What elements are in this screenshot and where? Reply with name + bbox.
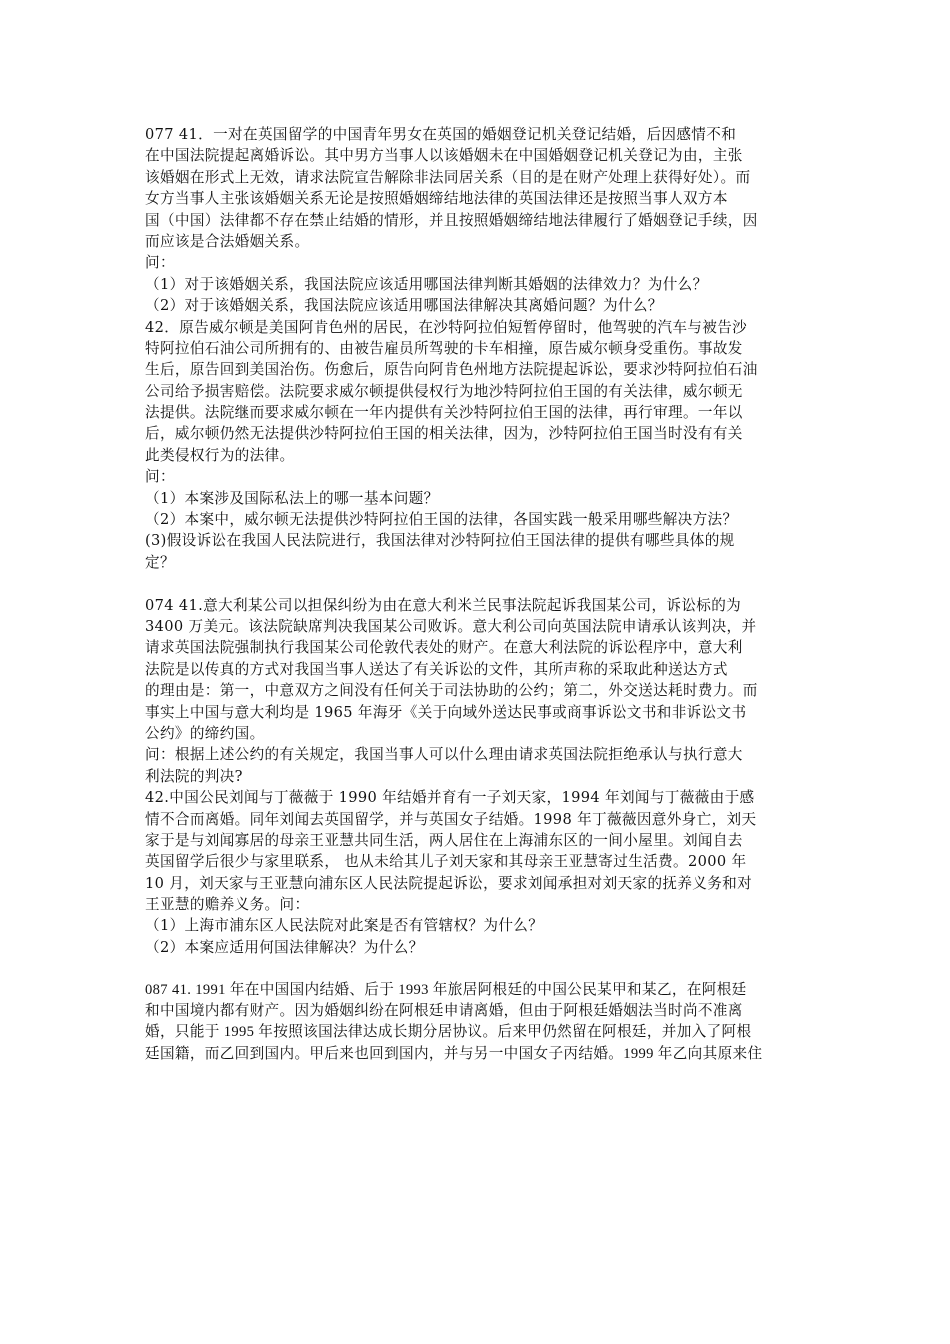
text-line: 请求英国法院强制执行我国某公司伦敦代表处的财产。在意大利法院的诉讼程序中，意大利 bbox=[145, 639, 743, 657]
text-line: 问：根据上述公约的有关规定，我国当事人可以什么理由请求英国法院拒绝承认与执行意大 bbox=[145, 746, 743, 764]
text-line: 法提供。法院继而要求威尔顿在一年内提供有关沙特阿拉伯王国的法律，再行审理。一年以 bbox=[145, 404, 743, 422]
text-line: 3400 万美元。该法院缺席判决我国某公司败诉。意大利公司向英国法院申请承认该判决，并 bbox=[145, 617, 757, 635]
text-line: 生后，原告回到美国治伤。伤愈后，原告向阿肯色州地方法院提起诉讼，要求沙特阿拉伯石油 bbox=[145, 361, 758, 379]
text-line: 087 41. 1991 年在中国国内结婚、后于 1993 年旅居阿根廷的中国公民某甲和某乙，在阿根廷 bbox=[145, 981, 747, 998]
section-spacer bbox=[145, 573, 817, 594]
text-line: 国（中国）法律都不存在禁止结婚的情形，并且按照婚姻缔结地法律履行了婚姻登记手续，因 bbox=[145, 211, 758, 229]
question-087-41 bbox=[145, 980, 817, 1066]
text-line: （2）本案中，威尔顿无法提供沙特阿拉伯王国的法律，各国实践一般采用哪些解决方法？ bbox=[145, 511, 738, 529]
text-line: （1）上海市浦东区人民法院对此案是否有管辖权？为什么？ bbox=[145, 917, 544, 935]
text-line: 公约》的缔约国。 bbox=[145, 724, 265, 742]
text-line: 利法院的判决? bbox=[145, 767, 243, 785]
text-line: 婚，只能于 1995 年按照该国法律达成长期分居协议。后来甲仍然留在阿根廷，并加入了阿根 bbox=[145, 1024, 752, 1041]
text-line: 女方当事人主张该婚姻关系无论是按照婚姻缔结地法律的英国法律还是按照当事人双方本 bbox=[145, 190, 728, 208]
text-line: 074 41.意大利某公司以担保纠纷为由在意大利米兰民事法院起诉我国某公司，诉讼标的为 bbox=[145, 596, 742, 614]
document-page bbox=[145, 124, 817, 1065]
text-line: 后，威尔顿仍然无法提供沙特阿拉伯王国的相关法律，因为，沙特阿拉伯王国当时没有有关 bbox=[145, 425, 743, 443]
question-077-41 bbox=[145, 124, 817, 317]
text-line: 事实上中国与意大利均是 1965 年海牙《关于向域外送达民事或商事诉讼文书和非诉讼文书 bbox=[145, 703, 747, 721]
text-line: 英国留学后很少与家里联系， 也从未给其儿子刘天家和其母亲王亚慧寄过生活费。2000 年 bbox=[145, 853, 747, 871]
text-line: 特阿拉伯石油公司所拥有的、由被告雇员所驾驶的卡车相撞，原告威尔顿身受重伤。事故发 bbox=[145, 339, 743, 357]
text-line: 公司给予损害赔偿。法院要求威尔顿提供侵权行为地沙特阿拉伯王国的有关法律，威尔顿无 bbox=[145, 382, 743, 400]
section-spacer bbox=[145, 958, 817, 979]
text-line: 42.中国公民刘闻与丁薇薇于 1990 年结婚并育有一子刘天家，1994 年刘闻与丁薇薇由于感 bbox=[145, 789, 755, 807]
question-074-42 bbox=[145, 787, 817, 958]
text-line: 077 41．一对在英国留学的中国青年男女在英国的婚姻登记机关登记结婚，后因感情不和 bbox=[145, 126, 737, 143]
text-line: 而应该是合法婚姻关系。 bbox=[145, 232, 310, 250]
text-line: 该婚姻在形式上无效，请求法院宣告解除非法同居关系（目的是在财产处理上获得好处）。而 bbox=[145, 168, 751, 186]
text-line: （2）本案应适用何国法律解决？为什么？ bbox=[145, 938, 424, 956]
text-line: 此类侵权行为的法律。 bbox=[145, 446, 295, 464]
text-line: (3)假设诉讼在我国人民法院进行，我国法律对沙特阿拉伯王国法律的提供有哪些具体的规 bbox=[145, 532, 735, 550]
text-line: 家于是与刘闻寡居的母亲王亚慧共同生活，两人居住在上海浦东区的一间小屋里。刘闻自去 bbox=[145, 831, 743, 849]
question-077-42 bbox=[145, 317, 817, 574]
text-line: 问： bbox=[145, 254, 175, 272]
text-line: （2）对于该婚姻关系，我国法院应该适用哪国法律解决其离婚问题？为什么？ bbox=[145, 297, 663, 315]
text-line: （1）对于该婚姻关系，我国法院应该适用哪国法律判断其婚姻的法律效力？为什么？ bbox=[145, 275, 708, 293]
section-077 bbox=[145, 124, 817, 573]
text-line: 的理由是：第一，中意双方之间没有任何关于司法协助的公约；第二，外交送达耗时费力。而 bbox=[145, 682, 758, 700]
text-line: 10 月，刘天家与王亚慧向浦东区人民法院提起诉讼，要求刘闻承担对刘天家的抚养义务和对 bbox=[145, 874, 753, 892]
question-074-41 bbox=[145, 595, 817, 788]
text-line: 廷国籍，而乙回到国内。甲后来也回到国内，并与另一中国女子丙结婚。1999 年乙向其原来住 bbox=[145, 1045, 763, 1062]
text-line: 定？ bbox=[145, 553, 175, 571]
text-line: 在中国法院提起离婚诉讼。其中男方当事人以该婚姻未在中国婚姻登记机关登记为由，主张 bbox=[145, 147, 743, 165]
text-line: 王亚慧的赡养义务。问： bbox=[145, 896, 310, 914]
section-074 bbox=[145, 595, 817, 959]
text-line: 问： bbox=[145, 468, 175, 486]
text-line: 法院是以传真的方式对我国当事人送达了有关诉讼的文件，其所声称的采取此种送达方式 bbox=[145, 660, 728, 678]
text-line: 和中国境内都有财产。因为婚姻纠纷在阿根廷申请离婚，但由于阿根廷婚姻法当时尚不准离 bbox=[145, 1003, 743, 1020]
text-line: （1）本案涉及国际私法上的哪一基本问题？ bbox=[145, 489, 439, 507]
text-line: 情不合而离婚。同年刘闻去英国留学，并与英国女子结婚。1998 年丁薇薇因意外身亡，刘天 bbox=[145, 810, 757, 828]
text-line: 42．原告威尔顿是美国阿肯色州的居民，在沙特阿拉伯短暂停留时，他驾驶的汽车与被告沙 bbox=[145, 318, 748, 336]
section-087 bbox=[145, 980, 817, 1066]
